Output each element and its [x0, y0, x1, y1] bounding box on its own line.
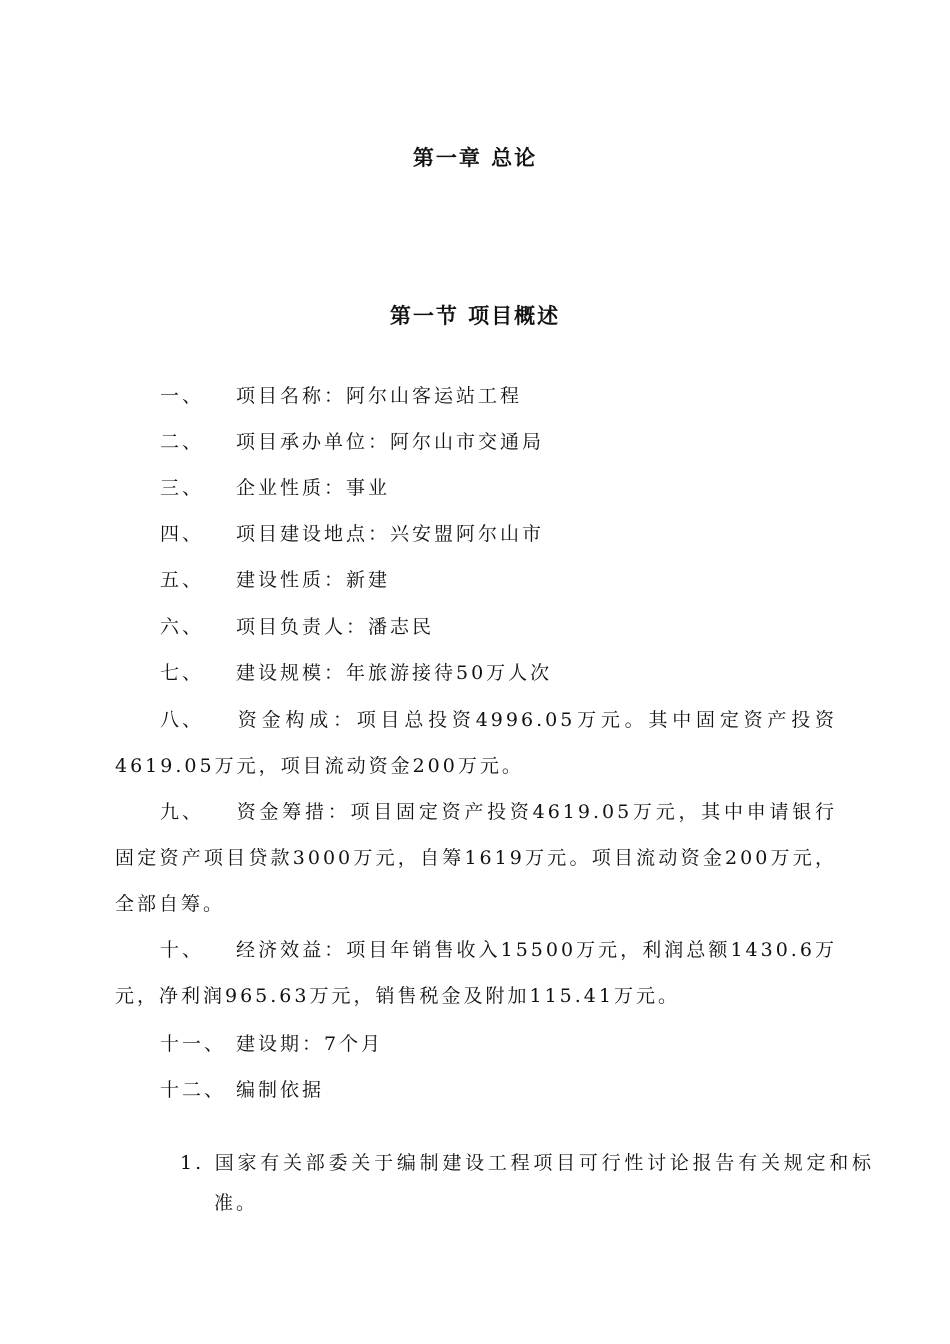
item-text: 项目建设地点：兴安盟阿尔山市 — [236, 523, 545, 545]
list-item-fund-raising — [115, 789, 837, 927]
item-text: 资金构成：项目总投资4996.05万元。其中固定资产投资4619.05万元，项目流动资金200万元。 — [115, 709, 837, 777]
list-item-construction-period — [160, 1028, 383, 1060]
item-number: 十一、 — [160, 1033, 227, 1055]
item-text: 建设性质：新建 — [236, 569, 391, 591]
item-text: 经济效益：项目年销售收入15500万元，利润总额1430.6万元，净利润965.63万元，销售税金及附加115.41万元。 — [115, 939, 837, 1007]
item-text: 企业性质：事业 — [236, 477, 391, 499]
list-item-economic-benefit — [115, 927, 837, 1019]
list-item-enterprise-nature — [160, 472, 390, 504]
item-text: 项目负责人：潘志民 — [236, 616, 435, 638]
basis-item — [180, 1143, 874, 1223]
item-number: 二、 — [160, 431, 205, 453]
item-number: 三、 — [160, 477, 205, 499]
item-text: 资金筹措：项目固定资产投资4619.05万元，其中申请银行固定资产项目贷款3000万元，自筹1619万元。项目流动资金200万元，全部自筹。 — [115, 801, 837, 915]
item-number: 一、 — [160, 385, 205, 407]
item-text: 建设规模：年旅游接待50万人次 — [236, 662, 553, 684]
item-number: 九、 — [160, 801, 205, 823]
item-number: 六、 — [160, 616, 205, 638]
item-text: 建设期：7个月 — [236, 1033, 384, 1055]
list-item-scale — [160, 657, 552, 689]
item-text: 项目名称：阿尔山客运站工程 — [236, 385, 523, 407]
list-item-project-name — [160, 380, 522, 412]
list-item-construction-nature — [160, 564, 390, 596]
list-item-organizer — [160, 426, 544, 458]
list-item-basis-heading — [160, 1074, 324, 1106]
list-item-person-in-charge — [160, 611, 434, 643]
list-item-location — [160, 518, 544, 550]
chapter-title: 第一章 总论 — [412, 146, 538, 170]
basis-text: 国家有关部委关于编制建设工程项目可行性讨论报告有关规定和标准。 — [214, 1152, 874, 1214]
item-number: 十、 — [160, 939, 205, 961]
item-number: 四、 — [160, 523, 205, 545]
basis-number: 1. — [180, 1152, 205, 1174]
list-item-funding-structure — [115, 697, 837, 789]
item-number: 十二、 — [160, 1079, 227, 1101]
item-number: 五、 — [160, 569, 205, 591]
item-number: 七、 — [160, 662, 205, 684]
section-title: 第一节 项目概述 — [389, 304, 561, 328]
item-number: 八、 — [160, 709, 205, 731]
item-text: 项目承办单位：阿尔山市交通局 — [236, 431, 545, 453]
item-text: 编制依据 — [236, 1079, 325, 1101]
